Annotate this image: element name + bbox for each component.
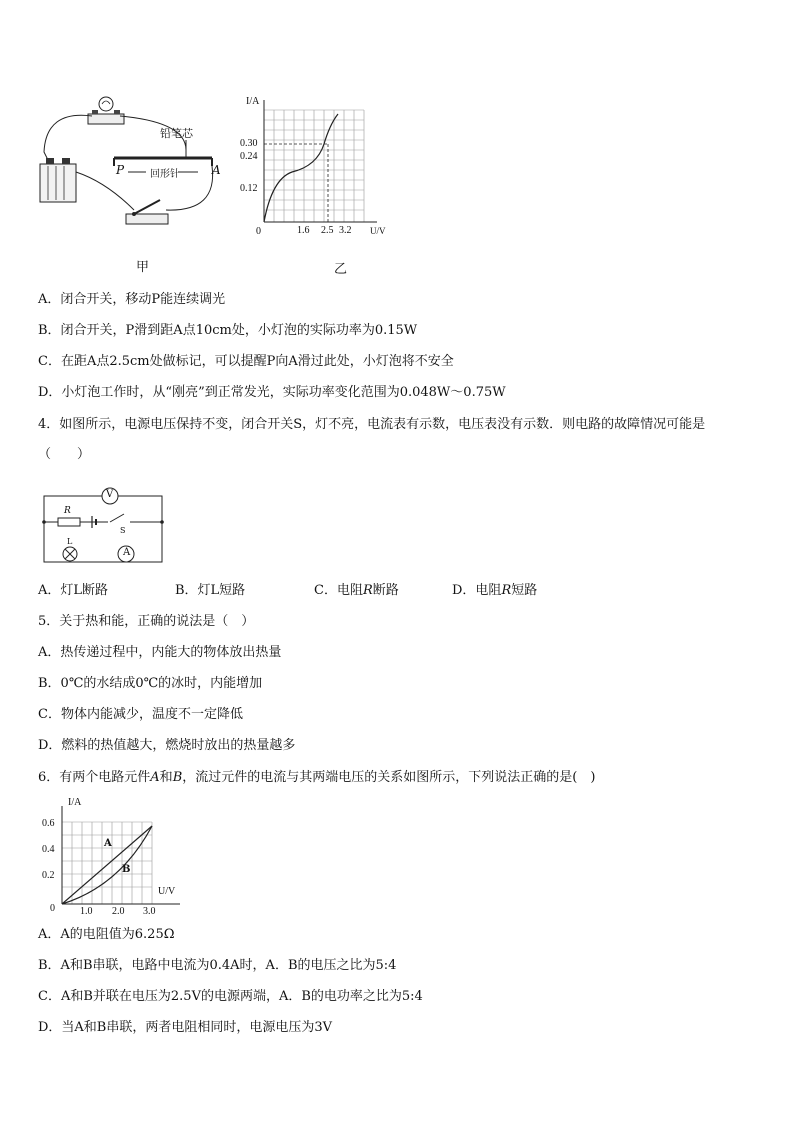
q6-graph-ytick-04: 0.4 <box>42 844 55 855</box>
q6-graph-ytick-02: 0.2 <box>42 870 55 881</box>
q6-stem-b: B <box>172 770 183 785</box>
q4-voltmeter-label: V <box>106 489 114 500</box>
q6-graph-xtick-30: 3.0 <box>143 906 156 917</box>
q6-graph-axis-x: U/V <box>158 886 176 897</box>
graph-yi-xtick-32: 3.2 <box>339 225 352 236</box>
graph-yi-axis-x: U/V <box>370 226 386 236</box>
q5-option-b: B．0℃的水结成0℃的冰时，内能增加 <box>38 676 263 691</box>
q5-option-a: A．热传递过程中，内能大的物体放出热量 <box>38 645 282 660</box>
q4-lamp-label: L <box>67 537 73 546</box>
q3-option-a: A．闭合开关，移动P能连续调光 <box>38 292 226 307</box>
graph-yi-xtick-16: 1.6 <box>297 225 310 236</box>
graph-yi-origin: 0 <box>256 226 261 237</box>
q6-graph-curve-a: A <box>104 838 112 849</box>
q4-option-c <box>314 582 399 600</box>
graph-yi-ytick-030: 0.30 <box>240 138 258 149</box>
q6-iu-graph <box>40 796 190 920</box>
q6-stem-text: 6．有两个电路元件 <box>38 770 151 785</box>
q4-option-d-text: D．电阻 <box>452 583 502 598</box>
q4-switch-label: S <box>120 526 126 535</box>
q4-option-b: B．灯L短路 <box>175 583 246 598</box>
q6-stem-and: 和 <box>159 770 173 785</box>
q5-stem: 5．关于热和能，正确的说法是（ ） <box>38 614 255 629</box>
q4-option-d-var: R <box>501 583 512 598</box>
q4-circuit-diagram <box>38 482 168 572</box>
q6-graph-xtick-10: 1.0 <box>80 906 93 917</box>
point-p-label: P <box>116 163 125 177</box>
q6-graph-ytick-06: 0.6 <box>42 818 55 829</box>
q6-stem-a: A <box>150 770 160 785</box>
q6-option-b: B．A和B串联，电路中电流为0.4A时，A．B的电压之比为5:4 <box>38 958 397 973</box>
figure-jia-circuit <box>36 92 226 242</box>
q4-option-c-end: 断路 <box>372 583 399 598</box>
q6-graph-curve-b: B <box>122 864 131 875</box>
q4-option-d-end: 短路 <box>511 583 538 598</box>
q6-stem-rest: ，流过元件的电流与其两端电压的关系如图所示，下列说法正确的是( ) <box>182 770 596 785</box>
figure-yi-graph <box>232 94 392 244</box>
q6-graph-origin: 0 <box>50 903 55 914</box>
q3-option-b: B．闭合开关，P滑到距A点10cm处，小灯泡的实际功率为0.15W <box>38 323 418 338</box>
q6-option-c: C．A和B并联在电压为2.5V的电源两端，A．B的电功率之比为5:4 <box>38 989 423 1004</box>
q6-graph-xtick-20: 2.0 <box>112 906 125 917</box>
q4-option-c-text: C．电阻 <box>314 583 363 598</box>
q4-stem: 4．如图所示，电源电压保持不变，闭合开关S，灯不亮，电流表有示数，电压表没有示数．则电路的故障情况可能是 <box>38 417 706 432</box>
pencil-lead-label: 铅笔芯 <box>160 128 193 140</box>
q5-option-d: D．燃料的热值越大，燃烧时放出的热量越多 <box>38 738 296 753</box>
figure-jia-label: 甲 <box>136 260 150 275</box>
q4-resistor-label: R <box>64 506 71 516</box>
q4-option-a: A．灯L断路 <box>38 583 109 598</box>
graph-yi-axis-y: I/A <box>246 96 260 107</box>
q6-option-a: A．A的电阻值为6.25Ω <box>38 927 175 942</box>
q3-option-d: D．小灯泡工作时，从“刚亮”到正常发光，实际功率变化范围为0.048W～0.75W <box>38 385 506 400</box>
q4-option-c-var: R <box>362 583 373 598</box>
graph-yi-ytick-024: 0.24 <box>240 151 258 162</box>
q6-option-d: D．当A和B串联，两者电阻相同时，电源电压为3V <box>38 1020 333 1035</box>
q6-stem <box>38 769 595 787</box>
figure-yi-label: 乙 <box>334 262 348 277</box>
q3-option-c: C．在距A点2.5cm处做标记，可以提醒P向A滑过此处，小灯泡将不安全 <box>38 354 454 369</box>
graph-yi-xtick-25: 2.5 <box>321 225 334 236</box>
q4-paren: （ ） <box>38 447 91 462</box>
q4-ammeter-label: A <box>123 547 131 558</box>
q6-graph-axis-y: I/A <box>68 797 82 808</box>
point-a-label: A <box>212 163 221 177</box>
graph-yi-ytick-012: 0.12 <box>240 183 258 194</box>
clip-label: 回形针 <box>150 169 180 180</box>
q4-option-d <box>452 582 537 600</box>
q5-option-c: C．物体内能减少，温度不一定降低 <box>38 707 243 722</box>
